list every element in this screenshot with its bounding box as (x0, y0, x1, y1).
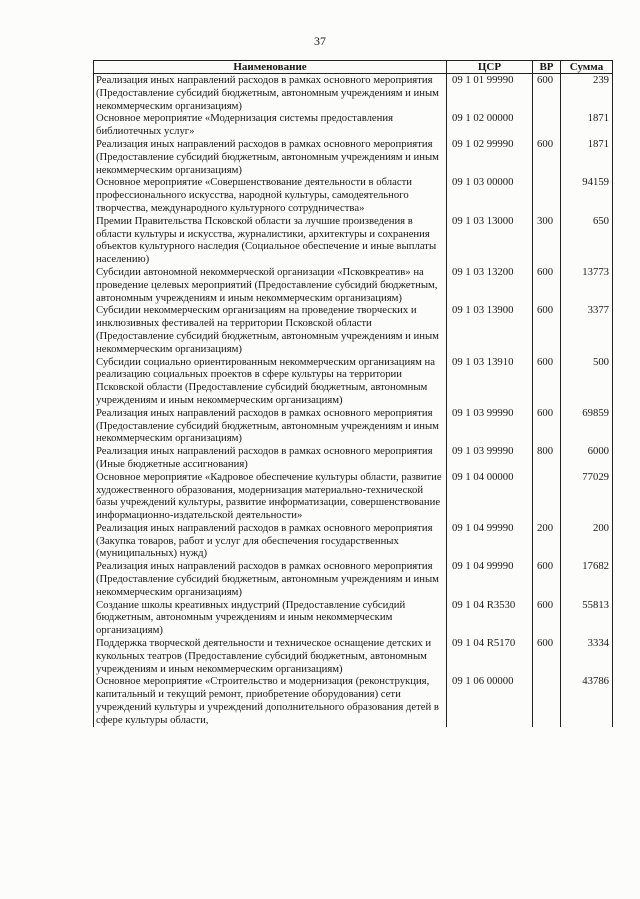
table-header-row (94, 61, 613, 74)
header-sum: Сумма (561, 61, 613, 74)
cell-name: Реализация иных направлений расходов в рамках основного мероприятия (Предоставление субсидий бюджетным, автономным учреждениям и иным некоммерческим организациям) (94, 74, 447, 113)
cell-sum: 3334 (561, 637, 613, 675)
cell-csr: 09 1 06 00000 (447, 675, 533, 726)
cell-name: Реализация иных направлений расходов в рамках основного мероприятия (Иные бюджетные ассигнования) (94, 445, 447, 471)
cell-csr: 09 1 02 99990 (447, 138, 533, 176)
header-vr: ВР (533, 61, 561, 74)
cell-vr: 600 (533, 637, 561, 675)
cell-sum: 1871 (561, 112, 613, 138)
cell-vr: 300 (533, 215, 561, 266)
cell-vr: 600 (533, 599, 561, 637)
cell-name: Основное мероприятие «Строительство и модернизация (реконструкция, капитальный и текущий ремонт, приобретение оборудования) сети учреждений культуры и учреждений дополнительного образования детей в сфере культуры области, (94, 675, 447, 726)
cell-name: Субсидии автономной некоммерческой организации «Псковкреатив» на проведение целевых мероприятий (Предоставление субсидий бюджетным, автономным учреждениям и иным некоммерческим организациям) (94, 266, 447, 304)
table-row (94, 138, 613, 176)
header-name: Наименование (94, 61, 447, 74)
cell-vr: 600 (533, 407, 561, 445)
table-row (94, 266, 613, 304)
table-row (94, 522, 613, 560)
cell-name: Реализация иных направлений расходов в рамках основного мероприятия (Закупка товаров, работ и услуг для обеспечения государственных (муниципальных) нужд) (94, 522, 447, 560)
table-row (94, 471, 613, 522)
cell-csr: 09 1 02 00000 (447, 112, 533, 138)
cell-csr: 09 1 04 00000 (447, 471, 533, 522)
cell-name: Основное мероприятие «Модернизация системы предоставления библиотечных услуг» (94, 112, 447, 138)
cell-name: Реализация иных направлений расходов в рамках основного мероприятия (Предоставление субсидий бюджетным, автономным учреждениям и иным некоммерческим организациям) (94, 560, 447, 598)
cell-sum: 200 (561, 522, 613, 560)
header-csr: ЦСР (447, 61, 533, 74)
table-row (94, 407, 613, 445)
cell-vr: 600 (533, 356, 561, 407)
cell-sum: 94159 (561, 176, 613, 214)
table-row (94, 599, 613, 637)
cell-csr: 09 1 04 R3530 (447, 599, 533, 637)
cell-name: Субсидии некоммерческим организациям на проведение творческих и инклюзивных фестивалей на территории Псковской области (Предоставление субсидий бюджетным, автономным учреждениям и иным некоммерческим организациям) (94, 304, 447, 355)
cell-sum: 69859 (561, 407, 613, 445)
budget-table (93, 60, 613, 727)
cell-vr: 600 (533, 304, 561, 355)
cell-csr: 09 1 03 13000 (447, 215, 533, 266)
cell-name: Реализация иных направлений расходов в рамках основного мероприятия (Предоставление субсидий бюджетным, автономным учреждениям и иным некоммерческим организациям) (94, 138, 447, 176)
cell-vr: 600 (533, 266, 561, 304)
cell-sum: 55813 (561, 599, 613, 637)
cell-csr: 09 1 04 99990 (447, 560, 533, 598)
cell-vr: 600 (533, 74, 561, 113)
cell-csr: 09 1 03 99990 (447, 445, 533, 471)
table-body (94, 74, 613, 727)
cell-sum: 13773 (561, 266, 613, 304)
table-row (94, 304, 613, 355)
page-number: 37 (314, 34, 326, 48)
cell-vr: 800 (533, 445, 561, 471)
cell-vr: 200 (533, 522, 561, 560)
table-row (94, 637, 613, 675)
cell-name: Основное мероприятие «Совершенствование деятельности в области профессионального искусства, народной культуры, самодеятельного творчества, международного культурного сотрудничества» (94, 176, 447, 214)
cell-vr (533, 176, 561, 214)
cell-csr: 09 1 04 R5170 (447, 637, 533, 675)
cell-name: Реализация иных направлений расходов в рамках основного мероприятия (Предоставление субсидий бюджетным, автономным учреждениям и иным некоммерческим организациям) (94, 407, 447, 445)
cell-sum: 500 (561, 356, 613, 407)
cell-vr (533, 112, 561, 138)
cell-name: Поддержка творческой деятельности и техническое оснащение детских и кукольных театров (Предоставление субсидий бюджетным, автономным учреждениям и иным некоммерческим организациям) (94, 637, 447, 675)
cell-csr: 09 1 03 99990 (447, 407, 533, 445)
cell-sum: 43786 (561, 675, 613, 726)
cell-csr: 09 1 03 13900 (447, 304, 533, 355)
cell-vr: 600 (533, 560, 561, 598)
cell-sum: 77029 (561, 471, 613, 522)
cell-name: Основное мероприятие «Кадровое обеспечение культуры области, развитие художественного образования, модернизация материально-технической базы учреждений культуры, развитие информатизации, совершенствование информационно-издательской деятельности» (94, 471, 447, 522)
table-row (94, 176, 613, 214)
cell-name: Премии Правительства Псковской области за лучшие произведения в области культуры и искусства, журналистики, архитектуры и сохранения объектов культурного наследия (Социальное обеспечение и иные выплаты населению) (94, 215, 447, 266)
cell-vr (533, 471, 561, 522)
table-row (94, 112, 613, 138)
cell-vr: 600 (533, 138, 561, 176)
table-row (94, 215, 613, 266)
cell-name: Субсидии социально ориентированным некоммерческим организациям на реализацию социальных проектов в сфере культуры на территории Псковской области (Предоставление субсидий бюджетным, автономным учреждениям и иным некоммерческим организациям) (94, 356, 447, 407)
cell-csr: 09 1 03 00000 (447, 176, 533, 214)
table-row (94, 675, 613, 726)
cell-sum: 650 (561, 215, 613, 266)
cell-csr: 09 1 04 99990 (447, 522, 533, 560)
table-row (94, 356, 613, 407)
table-row (94, 74, 613, 113)
table-row (94, 445, 613, 471)
cell-sum: 3377 (561, 304, 613, 355)
cell-vr (533, 675, 561, 726)
cell-sum: 1871 (561, 138, 613, 176)
cell-sum: 239 (561, 74, 613, 113)
table-row (94, 560, 613, 598)
cell-name: Создание школы креативных индустрий (Предоставление субсидий бюджетным, автономным учреждениям и иным некоммерческим организациям) (94, 599, 447, 637)
cell-csr: 09 1 03 13910 (447, 356, 533, 407)
cell-csr: 09 1 01 99990 (447, 74, 533, 113)
cell-sum: 6000 (561, 445, 613, 471)
cell-csr: 09 1 03 13200 (447, 266, 533, 304)
cell-sum: 17682 (561, 560, 613, 598)
